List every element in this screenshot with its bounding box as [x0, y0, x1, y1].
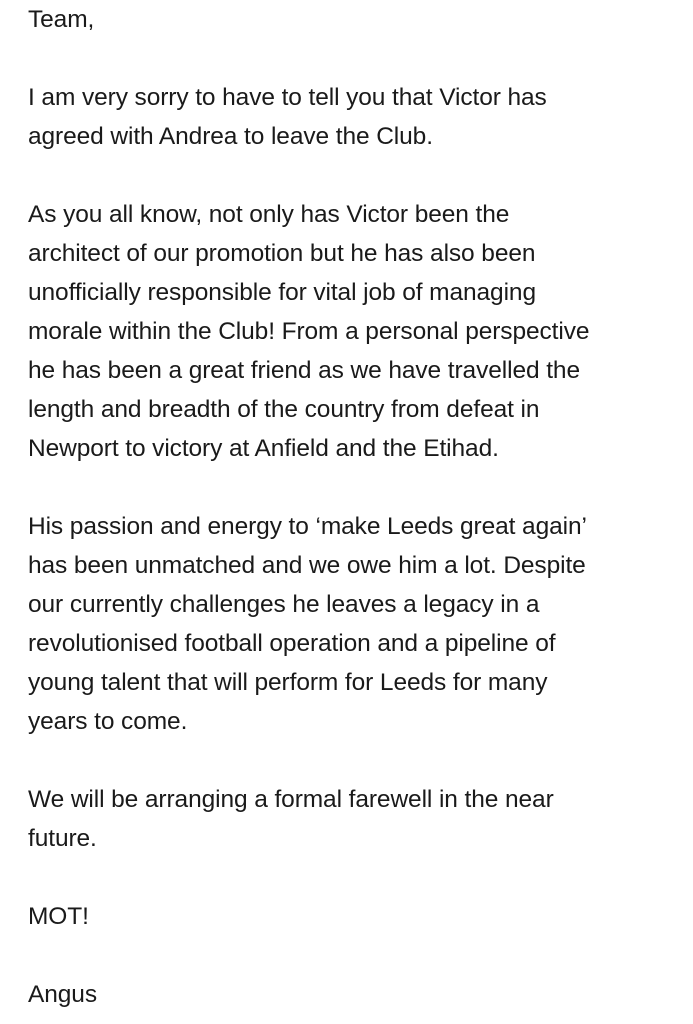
paragraph-gap [28, 39, 668, 78]
email-body [28, 0, 668, 1014]
paragraph-gap [28, 741, 668, 780]
text-line: future. [28, 825, 97, 852]
text-line: I am very sorry to have to tell you that Victor has [28, 84, 547, 111]
signature: Angus [28, 981, 97, 1008]
closing: MOT! [28, 903, 89, 930]
text-line: has been unmatched and we owe him a lot. Despite [28, 552, 586, 579]
text-line: revolutionised football operation and a pipeline of [28, 630, 556, 657]
text-line: agreed with Andrea to leave the Club. [28, 123, 433, 150]
paragraph-gap [28, 468, 668, 507]
paragraph-announcement [28, 78, 668, 156]
text-line: years to come. [28, 708, 188, 735]
text-line: His passion and energy to ‘make Leeds great again’ [28, 513, 587, 540]
text-line: he has been a great friend as we have travelled the [28, 357, 580, 384]
text-line: our currently challenges he leaves a legacy in a [28, 591, 540, 618]
paragraph-legacy [28, 507, 668, 741]
text-line: architect of our promotion but he has also been [28, 240, 536, 267]
text-line: young talent that will perform for Leeds for many [28, 669, 548, 696]
text-line: We will be arranging a formal farewell in the near [28, 786, 554, 813]
text-line: Newport to victory at Anfield and the Etihad. [28, 435, 499, 462]
paragraph-gap [28, 156, 668, 195]
paragraph-gap [28, 858, 668, 897]
greeting: Team, [28, 6, 95, 33]
text-line: As you all know, not only has Victor been the [28, 201, 510, 228]
text-line: unofficially responsible for vital job of managing [28, 279, 536, 306]
paragraph-farewell [28, 780, 668, 858]
text-line: length and breadth of the country from defeat in [28, 396, 540, 423]
paragraph-tribute [28, 195, 668, 468]
text-line: morale within the Club! From a personal perspective [28, 318, 590, 345]
paragraph-gap [28, 936, 668, 975]
